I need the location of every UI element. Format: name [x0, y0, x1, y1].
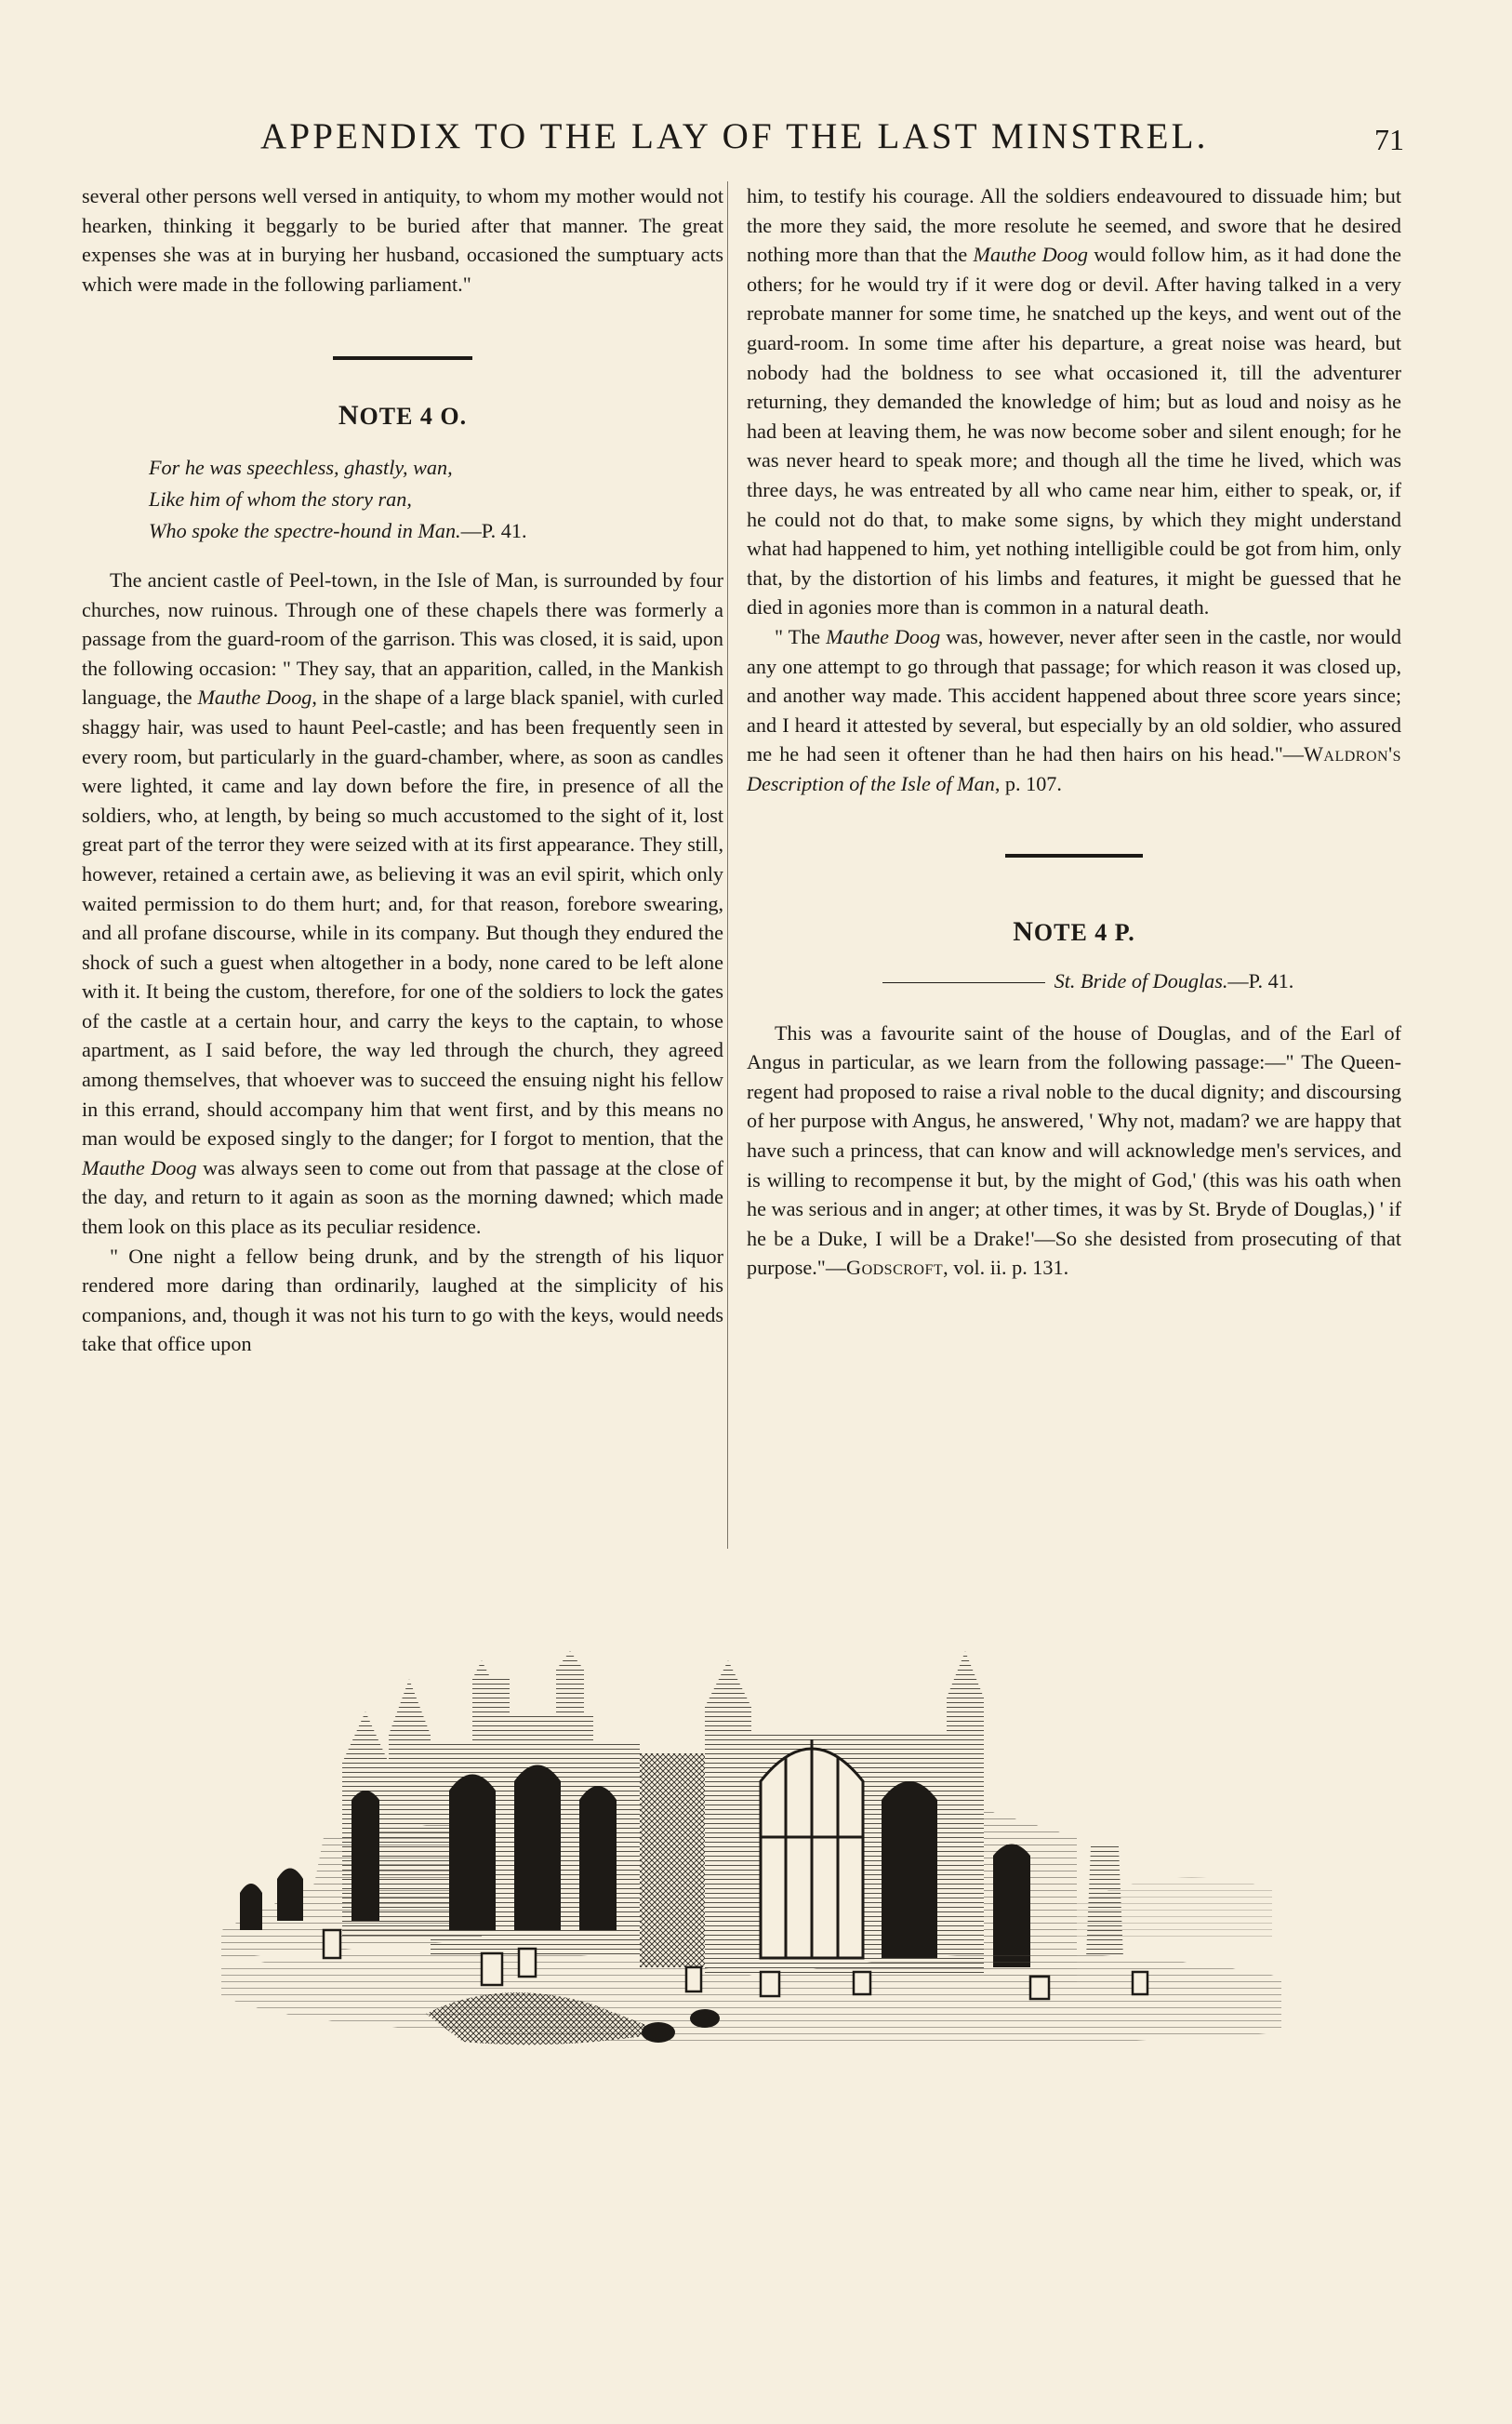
- running-title: APPENDIX TO THE LAY OF THE LAST MINSTREL.: [260, 116, 1209, 156]
- note-4p-heading: NOTE 4 P.: [1013, 916, 1135, 948]
- abbey-ruins-illustration: [203, 1623, 1309, 2060]
- body-paragraph: " The Mauthe Doog was, however, never after seen in the castle, nor would any one attempt to go through that passage; for which reason it was closed up, and another way made. This accident happened about three score years since; and I heard it attested by several, but especially by an old soldier, who assured me he had seen it oftener than he had then hairs on his head."—Waldron's Description of the Isle of Man, p. 107.: [747, 624, 1401, 795]
- gothic-window: [579, 1786, 617, 1930]
- page-number: 71: [1374, 123, 1404, 156]
- citation-author: Godscroft: [846, 1256, 944, 1280]
- gothic-window: [449, 1775, 496, 1931]
- left-column: [82, 181, 723, 1359]
- term-mauthe-doog: Mauthe Doog: [826, 624, 941, 648]
- tree-trunk: [1086, 1846, 1123, 1958]
- body-paragraph: him, to testify his courage. All the soldiers endeavoured to dissuade him; but the more they said, the more resolute he seemed, and swore that he desired nothing more than that the Mauthe Doog would follow him, as it had done the others; for he would try if it were dog or devil. After having talked in a very reprobate manner for some time, he snatched up the keys, and went out of the guard-room. In some time after his departure, a great noise was heard, but nobody had the boldness to see what occasioned it, till the adventurer returning, they demanded the knowledge of him; but as loud and noisy as he had been at leaving them, he was now become sober and silent enough; for he was never heard to speak more; and though all the time he lived, which was three days, he was entreated by all who came near him, either to speak, or, if he could not do that, to make some signs, by which they might understand what had happened to him, yet nothing intelligible could be got from him, only that, by the distortion of his limbs and features, it might be guessed that he died in agonies more than is common in a natural death.: [747, 184, 1401, 619]
- term-mauthe-doog: Mauthe Doog: [197, 686, 312, 710]
- verse-line: Like him of whom the story ran,: [149, 486, 412, 511]
- verse-line: For he was speechless, ghastly, wan,: [149, 455, 453, 479]
- gothic-window: [882, 1781, 937, 1958]
- body-paragraph: This was a favourite saint of the house of Douglas, and of the Earl of Angus in particular, as we learn from the following passage:—" The Queen-regent had proposed to raise a rival noble to the ducal dignity; and discoursing of her purpose with Angus, he answered, ' Why not, madam? we are happy that have such a princess, that can know and will acknowledge men's services, and is willing to recompense it but, by the might of God,' (this was his oath when he was serious and in anger; at other times, it was by St. Bryde of Douglas,) ' if he be a Duke, I will be a Drake!'—So she desisted from prosecuting of that purpose."—Godscroft, vol. ii. p. 131.: [747, 1020, 1401, 1280]
- note-4p-epigraph: St. Bride of Douglas.—P. 41.: [747, 966, 1401, 996]
- verse-line: Who spoke the spectre-hound in Man.—P. 41.: [149, 518, 527, 542]
- citation-author: Waldron's: [1303, 742, 1401, 766]
- central-tower-pinnacle: [472, 1660, 510, 1716]
- running-header: [186, 110, 1413, 166]
- citation-title: Description of the Isle of Man: [747, 771, 995, 795]
- section-rule: [333, 356, 472, 360]
- term-mauthe-doog: Mauthe Doog: [973, 243, 1088, 267]
- right-column: [747, 181, 1401, 1283]
- gothic-window: [993, 1845, 1030, 1968]
- term-mauthe-doog: Mauthe Doog: [82, 1155, 197, 1179]
- section-rule: [1005, 854, 1143, 858]
- tower-window: [351, 1791, 379, 1921]
- body-paragraph: The ancient castle of Peel-town, in the Isle of Man, is surrounded by four churches, now ruinous. Through one of these chapels there was formerly a passage from the guard-room of the garrison. This was closed, it is said, upon the following occasion: " They say, that an apparition, called, in the Mankish language, the Mauthe Doog, in the shape of a large black spaniel, with curled shaggy hair, was used to haunt Peel-castle; and has been frequently seen in every room, but particularly in the guard-chamber, where, as soon as candles were lighted, it came and lay down before the fire, in presence of all the soldiers, who, at length, by being so much accustomed to the sight of it, lost great part of the terror they were seized with at its first appearance. They still, however, retained a certain awe, as believing it was an evil spirit, which only waited permission to do them hurt; and, for that reason, forebore swearing, and all profane discourse, while in its company. But though they endured the shock of such a guest when altogether in a body, none cared to be left alone with it. It being the custom, therefore, for one of the soldiers to lock the gates of the castle at a certain hour, and carry the keys to the captain, to whose apartment, as I said before, the way led through the church, they agreed among themselves, that whoever was to succeed the ensuing night his fellow in this errand, should accompany him that went first, and by this means no man would be exposed singly to the danger; for I forgot to mention, that the Mauthe Doog was always seen to come out from that passage at the close of the day, and return to it again as soon as the morning dawned; which made them look on this place as its peculiar residence.: [82, 567, 723, 1239]
- gothic-window: [514, 1765, 561, 1931]
- epigraph-dash: [882, 982, 1045, 983]
- note-4o-verse: [149, 452, 723, 547]
- body-paragraph: " One night a fellow being drunk, and by the strength of his liquor rendered more daring than ordinarily, laughed at the simplicity of his companions, and, though it was not his turn to go with the keys, would needs take that office upon: [82, 1244, 723, 1356]
- note-4o-heading: NOTE 4 O.: [338, 400, 468, 432]
- column-divider: [727, 181, 728, 1549]
- continuation-paragraph: several other persons well versed in antiquity, to whom my mother would not hearken, thinking it beggarly to be buried after that manner. The great expenses she was at in burying her husband, occasioned the sumptuary acts which were made in the following parliament.": [82, 184, 723, 296]
- central-tower-pinnacle: [556, 1651, 584, 1716]
- transept-wall: [640, 1753, 705, 1967]
